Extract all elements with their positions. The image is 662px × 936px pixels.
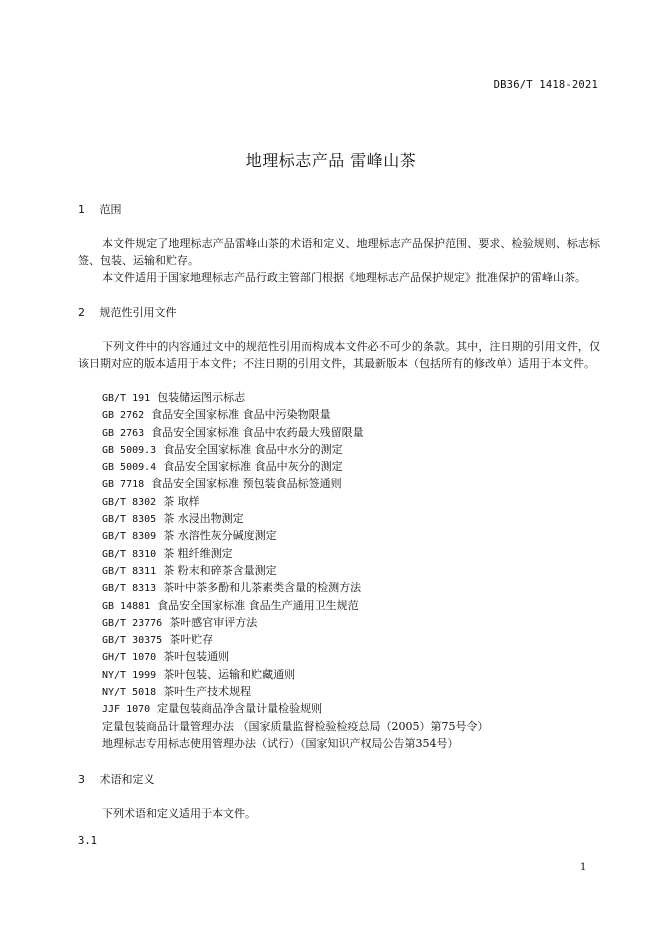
reference-code: GB/T 8305 xyxy=(102,514,157,526)
section-number: 1 xyxy=(78,203,85,216)
reference-title: 茶叶生产技术规程 xyxy=(163,685,252,699)
reference-title: 食品安全国家标准 食品中水分的测定 xyxy=(163,442,343,456)
clause-number: 3.1 xyxy=(78,835,97,847)
reference-item xyxy=(102,648,489,665)
reference-title: 食品安全国家标准 预包装食品标签通则 xyxy=(151,477,342,491)
reference-item xyxy=(102,493,489,510)
reference-title: 茶 粗纤维测定 xyxy=(163,546,233,560)
reference-code: GB/T 30375 xyxy=(102,635,163,647)
reference-title: 茶 水溶性灰分碱度测定 xyxy=(163,529,277,543)
reference-item xyxy=(102,666,489,683)
reference-item xyxy=(102,597,489,614)
reference-code: GB 2762 xyxy=(102,410,145,422)
reference-code: GB/T 23776 xyxy=(102,617,163,629)
reference-item xyxy=(102,475,489,492)
reference-code: GB 7718 xyxy=(102,479,145,491)
reference-item xyxy=(102,631,489,648)
reference-code: NY/T 5018 xyxy=(102,687,157,699)
reference-item xyxy=(102,562,489,579)
reference-title: 茶叶包装通则 xyxy=(163,650,230,664)
section-number: 3 xyxy=(78,773,85,786)
reference-code: NY/T 1999 xyxy=(102,669,157,681)
reference-title: 茶 粉末和碎茶含量测定 xyxy=(163,563,277,577)
document-title: 地理标志产品 雷峰山茶 xyxy=(245,151,417,170)
reference-item xyxy=(102,441,489,458)
reference-item xyxy=(102,545,489,562)
reference-code: GB/T 8311 xyxy=(102,565,157,577)
section-title: 术语和定义 xyxy=(99,773,155,786)
reference-item xyxy=(102,527,489,544)
reference-title: 食品安全国家标准 食品生产通用卫生规范 xyxy=(157,598,359,612)
reference-item xyxy=(102,424,489,441)
reference-item xyxy=(102,579,489,596)
scope-paragraph-2: 本文件适用于国家地理标志产品行政主管部门根据《地理标志产品保护规定》批准保护的雷峰山茶。 xyxy=(102,271,586,284)
reference-title: 定量包装商品净含量计量检验规则 xyxy=(157,702,323,716)
reference-title: 茶 水浸出物测定 xyxy=(163,512,244,526)
scope-paragraph-1: 本文件规定了地理标志产品雷峰山茶的术语和定义、地理标志产品保护范围、要求、检验规则、标志标签、包装、运输和贮存。 xyxy=(78,237,600,267)
reference-item xyxy=(102,510,489,527)
reference-code: GB/T 8310 xyxy=(102,548,157,560)
reference-list xyxy=(102,389,489,752)
reference-title: 茶叶中茶多酚和儿茶素类含量的检测方法 xyxy=(163,581,362,595)
reference-code: GB/T 8309 xyxy=(102,531,157,543)
reference-item xyxy=(102,389,489,406)
reference-title: 定量包装商品计量管理办法 （国家质量监督检验检疫总局（2005）第75号令） xyxy=(102,719,489,733)
references-intro: 下列文件中的内容通过文中的规范性引用而构成本文件必不可少的条款。其中，注日期的引用文件，仅该日期对应的版本适用于本文件；不注日期的引用文件，其最新版本（包括所有的修改单）适用于本文件。 xyxy=(78,340,600,370)
reference-title: 茶叶贮存 xyxy=(169,633,214,647)
page-number: 1 xyxy=(580,862,587,873)
section-3-heading xyxy=(78,771,155,787)
reference-item xyxy=(102,735,489,752)
section-1-heading xyxy=(78,201,122,217)
reference-code: GH/T 1070 xyxy=(102,652,157,664)
reference-code: JJF 1070 xyxy=(102,704,151,716)
reference-title: 茶叶包装、运输和贮藏通则 xyxy=(163,667,296,681)
reference-code: GB 2763 xyxy=(102,427,145,439)
section-title: 范围 xyxy=(99,203,122,216)
reference-title: 地理标志专用标志使用管理办法（试行）（国家知识产权局公告第354号） xyxy=(102,736,459,750)
reference-title: 包装储运图示标志 xyxy=(157,391,246,404)
document-code: DB36/T 1418-2021 xyxy=(493,79,598,91)
reference-item xyxy=(102,406,489,423)
reference-code: GB 5009.3 xyxy=(102,444,157,456)
reference-code: GB 5009.4 xyxy=(102,462,157,474)
section-number: 2 xyxy=(78,306,85,319)
reference-title: 茶叶感官审评方法 xyxy=(169,615,258,629)
reference-title: 茶 取样 xyxy=(163,494,200,508)
section-2-heading xyxy=(78,304,177,320)
reference-code: GB/T 191 xyxy=(102,393,151,404)
reference-item xyxy=(102,458,489,475)
reference-code: GB/T 8313 xyxy=(102,583,157,595)
reference-title: 食品安全国家标准 食品中灰分的测定 xyxy=(163,460,343,474)
reference-title: 食品安全国家标准 食品中污染物限量 xyxy=(151,408,331,422)
reference-code: GB/T 8302 xyxy=(102,496,157,508)
reference-item xyxy=(102,614,489,631)
reference-item xyxy=(102,718,489,735)
reference-item xyxy=(102,683,489,700)
reference-code: GB 14881 xyxy=(102,600,151,612)
section-title: 规范性引用文件 xyxy=(99,306,177,319)
reference-title: 食品安全国家标准 食品中农药最大残留限量 xyxy=(151,425,364,439)
terms-intro: 下列术语和定义适用于本文件。 xyxy=(102,807,256,820)
reference-item xyxy=(102,700,489,717)
